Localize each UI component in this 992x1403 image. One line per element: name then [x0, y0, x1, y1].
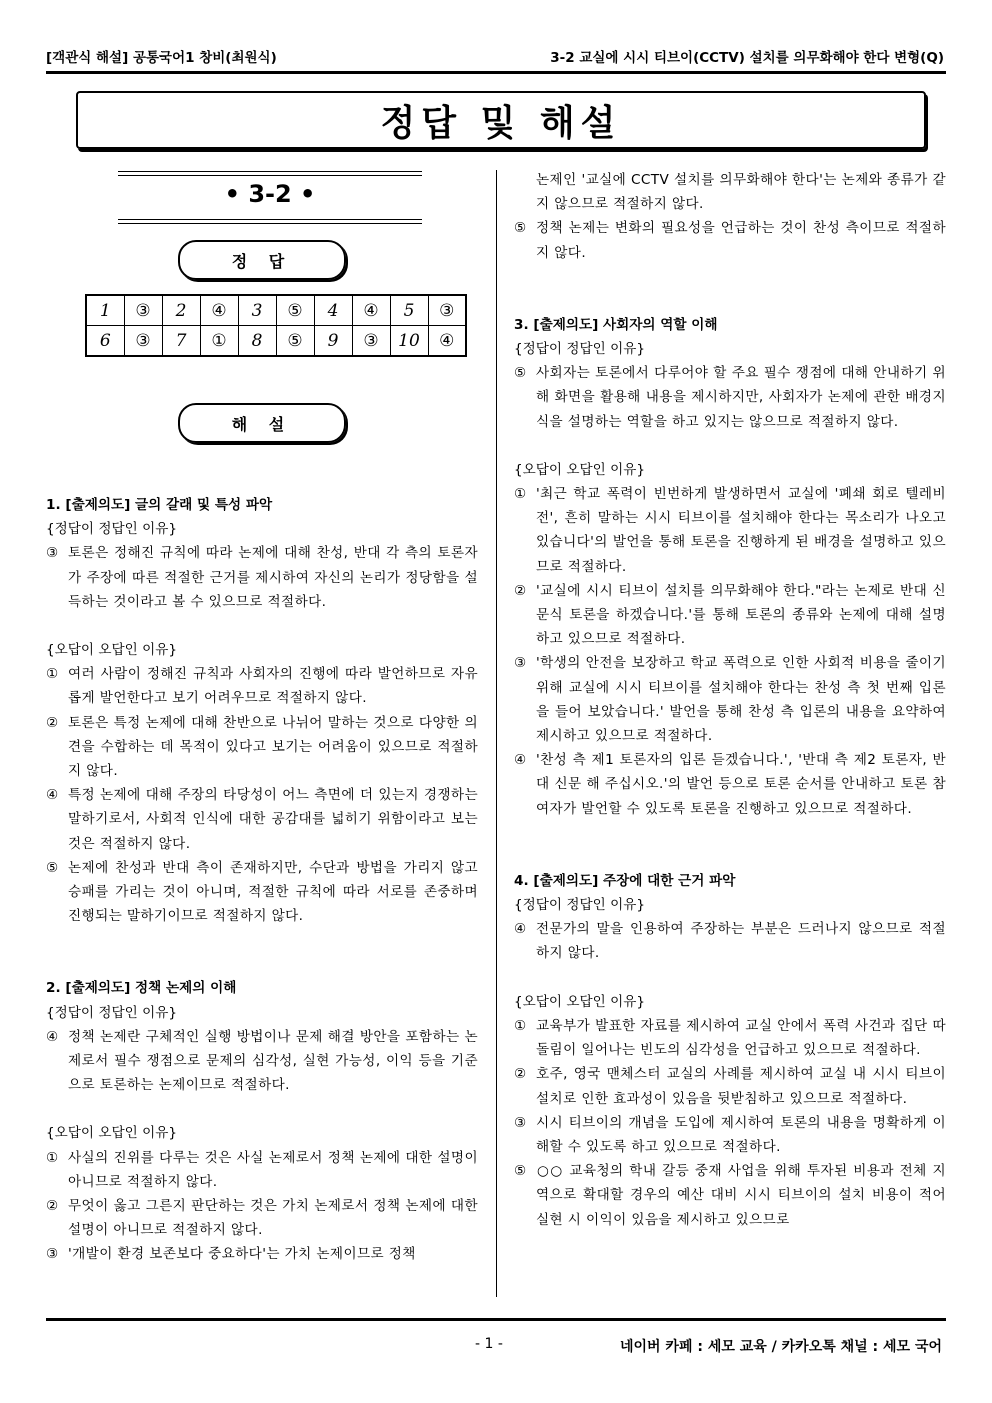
circled-number: ② [46, 1198, 59, 1215]
circled-number: ⑤ [514, 1163, 527, 1180]
q4-heading: 4. [출제의도] 주장에 대한 근거 파악 [514, 872, 736, 889]
circled-number: ② [514, 1066, 527, 1083]
question-number: 9 [314, 326, 352, 357]
q3-correct-item [514, 361, 946, 434]
question-number: 2 [162, 295, 200, 326]
circled-number: ③ [514, 655, 527, 672]
q4-wrong-label: {오답이 오답인 이유} [514, 993, 645, 1010]
explanation-text: 여러 사람이 정해진 규칙과 사회자의 진행에 따라 발언하므로 자유롭게 발언한다고 보기 어려우므로 적절하지 않다. [68, 666, 478, 707]
q1-wrong-item [46, 711, 478, 784]
q4-wrong-item [514, 1159, 946, 1232]
explanation-text: 특정 논제에 대해 주장의 타당성이 어느 측면에 더 있는지 경쟁하는 말하기로서, 사회적 인식에 대한 공감대를 넓히기 위함이라고 보는 것은 적절하지 않다. [68, 787, 478, 852]
q1-wrong-label: {오답이 오답인 이유} [46, 642, 177, 659]
explanation-text: '개발이 환경 보존보다 중요하다'는 가치 논제이므로 정책 [68, 1246, 416, 1263]
answer-label: 정 답 [178, 240, 346, 280]
q1-correct-label: {정답이 정답인 이유} [46, 521, 177, 538]
explanation-text: '학생의 안전을 보장하고 학교 폭력으로 인한 사회적 비용을 줄이기 위해 교실에 시시 티브이를 설치해야 한다는 찬성 측 첫 번째 입론을 들어 보았습니다.' 발언을 통해 찬성 측 입론의 내용을 요약하여 제시하고 있으므로 적절하다. [536, 655, 946, 745]
answer-value: ③ [428, 295, 466, 326]
circled-number: ④ [514, 752, 527, 769]
answer-value: ③ [124, 295, 162, 326]
explanation-text: 토론은 특정 논제에 대해 찬반으로 나뉘어 말하는 것으로 다양한 의견을 수합하는 데 목적이 있다고 보기는 어려움이 있으므로 적절하지 않다. [68, 714, 478, 780]
explanation-text: 교육부가 발표한 자료를 제시하여 교실 안에서 폭력 사건과 집단 따돌림이 일어나는 빈도의 심각성을 언급하고 있으므로 적절하다. [536, 1017, 946, 1059]
q2-wrong-item [46, 1242, 478, 1266]
explanation-text: 정책 논제란 구체적인 실행 방법이나 문제 해결 방안을 포함하는 논제로서 필수 쟁점으로 문제의 심각성, 실현 가능성, 이익 등을 기준으로 토론하는 논제이므로 적절하다. [68, 1028, 478, 1094]
q2-wrong-item [46, 1146, 478, 1194]
q3-wrong-item [514, 651, 946, 748]
q1-heading: 1. [출제의도] 글의 갈래 및 특성 파악 [46, 497, 273, 513]
q4-wrong-item [514, 1062, 946, 1110]
q1-wrong-item [46, 662, 478, 710]
answer-value: ⑤ [276, 326, 314, 357]
explanation-text: 사실의 진위를 다루는 것은 사실 논제로서 정책 논제에 대한 설명이 아니므로 적절하지 않다. [68, 1149, 478, 1190]
explanation-text: 사회자는 토론에서 다루어야 할 주요 필수 쟁점에 대해 안내하기 위해 화면을 활용해 내용을 제시하지만, 사회자가 논제에 관한 배경지식을 설명하는 역할을 하고 있지는 않으므로 적절하지 않다. [536, 365, 946, 430]
circled-number: ① [46, 666, 59, 683]
section-number: • 3-2 • [224, 180, 316, 208]
circled-number: ③ [514, 1114, 527, 1131]
column-divider [496, 170, 497, 1297]
right-column [514, 168, 946, 1232]
question-number: 4 [314, 295, 352, 326]
footer-divider [46, 1318, 946, 1321]
q4-correct-label: {정답이 정답인 이유} [514, 897, 645, 914]
answer-value: ③ [124, 326, 162, 357]
circled-number: ① [46, 1149, 59, 1166]
question-number: 3 [238, 295, 276, 326]
section-rule-top [118, 171, 422, 172]
circled-number: ③ [46, 1246, 59, 1263]
explanation-text: '최근 학교 폭력이 빈번하게 발생하면서 교실에 '폐쇄 회로 텔레비전', 흔히 말하는 시시 티브이를 설치해야 한다는 목소리가 나오고 있습니다'의 발언을 통해 토론을 진행하게 된 배경을 설명하고 있으므로 적절하다. [536, 486, 946, 575]
page-title: 정답 및 해설 [76, 91, 926, 149]
section-rule-bottom-2 [118, 223, 422, 224]
q4-wrong-item [514, 1014, 946, 1062]
explanation-text: 토론은 정해진 규칙에 따라 논제에 대해 찬성, 반대 각 측의 토론자가 주장에 따른 적절한 근거를 제시하여 자신의 논리가 정당함을 설득하는 것이라고 볼 수 있으므로 적절하다. [68, 545, 478, 610]
q1-wrong-item [46, 783, 478, 856]
circled-number: ⑤ [514, 220, 527, 237]
q3-correct-label: {정답이 정답인 이유} [514, 341, 645, 358]
explanation-text: 시시 티브이의 개념을 도입에 제시하여 토론의 내용을 명확하게 이해할 수 있도록 하고 있으므로 적절하다. [536, 1114, 946, 1155]
q3-wrong-item [514, 482, 946, 579]
q3-heading: 3. [출제의도] 사회자의 역할 이해 [514, 316, 718, 333]
q2-wrong-item [514, 216, 946, 264]
header-divider [46, 71, 946, 74]
section-rule-top-2 [118, 175, 422, 176]
q2-correct-label: {정답이 정답인 이유} [46, 1004, 177, 1021]
circled-number: ④ [46, 787, 59, 804]
answer-value: ⑤ [276, 295, 314, 326]
q1-wrong-item [46, 856, 478, 929]
q2-wrong-item [46, 1194, 478, 1242]
explanation-text: 정책 논제는 변화의 필요성을 언급하는 것이 찬성 측이므로 적절하지 않다. [536, 220, 946, 261]
q2-wrong-label: {오답이 오답인 이유} [46, 1125, 177, 1142]
q2-correct-item [46, 1025, 478, 1098]
circled-number: ④ [46, 1028, 59, 1045]
header-right-text: 3-2 교실에 시시 티브이(CCTV) 설치를 의무화해야 한다 변형(Q) [550, 50, 944, 66]
answer-value: ④ [352, 295, 390, 326]
question-number: 8 [238, 326, 276, 357]
circled-number: ① [514, 486, 527, 503]
answer-value: ④ [428, 326, 466, 357]
explanation-text: '찬성 측 제1 토론자의 입론 듣겠습니다.', '반대 측 제2 토론자, 반대 신문 해 주십시오.'의 발언 등으로 토론 순서를 안내하고 토론 참여자가 발언할 수 있도록 토론을 진행하고 있으므로 적절하다. [536, 752, 946, 817]
explanation-text: 논제에 찬성과 반대 측이 존재하지만, 수단과 방법을 가리지 않고 승패를 가리는 것이 아니며, 적절한 규칙에 따라 서로를 존중하며 진행되는 말하기이므로 적절하지 않다. [68, 859, 478, 925]
q1-correct-item [46, 541, 478, 614]
explanation-text: 무엇이 옳고 그른지 판단하는 것은 가치 논제로서 정책 논제에 대한 설명이 아니므로 적절하지 않다. [68, 1198, 478, 1239]
circled-number: ③ [46, 545, 59, 562]
explanation-text: 전문가의 말을 인용하여 주장하는 부분은 드러나지 않으므로 적절하지 않다. [536, 921, 946, 962]
circled-number: ⑤ [46, 859, 59, 876]
q2-heading: 2. [출제의도] 정책 논제의 이해 [46, 980, 237, 997]
explanation-text: 호주, 영국 맨체스터 교실의 사례를 제시하여 교실 내 시시 티브이 설치로 인한 효과성이 있음을 뒷받침하고 있으므로 적절하다. [536, 1066, 946, 1107]
question-number: 6 [86, 326, 124, 357]
question-number: 10 [390, 326, 428, 357]
q4-correct-item [514, 917, 946, 965]
footer-channel-text: 네이버 카페 : 세모 교육 / 카카오톡 채널 : 세모 국어 [619, 1339, 942, 1355]
q2-continued-text: 논제인 '교실에 CCTV 설치를 의무화해야 한다'는 논제와 종류가 같지 않으므로 적절하지 않다. [536, 172, 946, 213]
q4-wrong-item [514, 1111, 946, 1159]
q3-wrong-item [514, 748, 946, 821]
answer-value: ① [200, 326, 238, 357]
page-number: - 1 - [475, 1336, 503, 1352]
explanation-text: ○○ 교육청의 학내 갈등 중재 사업을 위해 투자된 비용과 전체 지역으로 확대할 경우의 예산 대비 시시 티브이의 설치 비용이 적어 실현 시 이익이 있음을 제시하고 있으므로 [536, 1163, 946, 1228]
q3-wrong-item [514, 579, 946, 652]
explanation-label: 해 설 [178, 403, 346, 443]
circled-number: ① [514, 1017, 527, 1034]
answer-value: ④ [200, 295, 238, 326]
circled-number: ④ [514, 921, 527, 938]
answer-value: ③ [352, 326, 390, 357]
answer-row [86, 326, 466, 357]
question-number: 5 [390, 295, 428, 326]
left-column [46, 493, 478, 1267]
circled-number: ② [514, 582, 527, 599]
question-number: 1 [86, 295, 124, 326]
explanation-text: '교실에 시시 티브이 설치를 의무화해야 한다."라는 논제로 반대 신문식 토론을 하겠습니다.'를 통해 토론의 종류와 논제에 대해 설명하고 있으므로 적절하다. [536, 582, 946, 648]
q3-wrong-label: {오답이 오답인 이유} [514, 461, 645, 478]
header-left-text: [객관식 해설] 공통국어1 창비(최원식) [46, 50, 277, 66]
section-rule-bottom [118, 219, 422, 220]
question-number: 7 [162, 326, 200, 357]
answer-row [86, 295, 466, 326]
circled-number: ⑤ [514, 365, 527, 382]
circled-number: ② [46, 714, 59, 731]
answer-table [85, 294, 467, 357]
